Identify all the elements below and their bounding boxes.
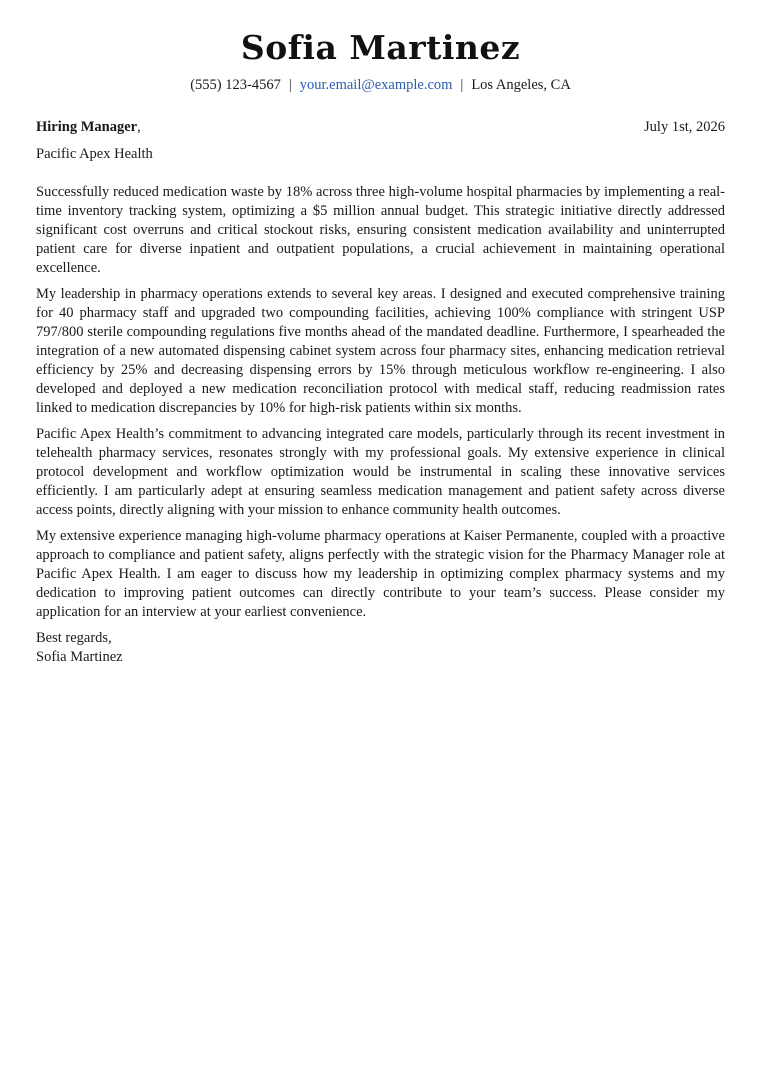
body-paragraph: My leadership in pharmacy operations extends to several key areas. I designed and executed comprehensive training for 40 pharmacy staff and upgraded two compounding facilities, achieving 100% compliance with stringent USP 797/800 sterile compounding regulations five months ahead of the mandated deadline. Furthermore, I spearheaded the integration of a new automated dispensing cabinet system across four pharmacy sites, enhancing medication retrieval efficiency by 25% and decreasing dispensing errors by 15% through meticulous workflow re-engineering. I also developed and deployed a new medication reconciliation protocol with medical staff, reducing readmission rates linked to medication discrepancies by 10% for high-risk patients within six months.: [36, 286, 725, 416]
contact-line: [36, 76, 725, 94]
recipient-name-suffix: ,: [137, 119, 141, 135]
cover-letter-page: [36, 0, 725, 667]
recipient-company: Pacific Apex Health: [36, 146, 153, 162]
body-paragraph: Successfully reduced medication waste by 18% across three high-volume hospital pharmacies by implementing a real-time inventory tracking system, optimizing a $5 million annual budget. This strategic initiative directly addressed significant cost overruns and critical stockout risks, ensuring consistent medication availability and uninterrupted patient care for diverse inpatient and outpatient populations, a crucial achievement in maintaining operational excellence.: [36, 184, 725, 276]
recipient-line: [36, 118, 141, 136]
contact-separator: |: [460, 77, 464, 93]
recipient-date-row: [36, 118, 725, 136]
location: Los Angeles, CA: [471, 77, 571, 93]
closing-salutation: Best regards,: [36, 630, 112, 646]
contact-separator: |: [288, 77, 292, 93]
closing-signature: Sofia Martinez: [36, 649, 123, 665]
body-paragraph: My extensive experience managing high-volume pharmacy operations at Kaiser Permanente, coupled with a proactive approach to compliance and patient safety, aligns perfectly with the strategic vision for the Pharmacy Manager role at Pacific Apex Health. I am eager to discuss how my leadership in optimizing complex pharmacy systems and my dedication to improving patient outcomes can directly contribute to your team’s success. Please consider my application for an interview at your earliest convenience.: [36, 528, 725, 620]
applicant-name: Sofia Martinez: [240, 28, 521, 67]
letter-closing: [36, 629, 725, 667]
body-paragraph: Pacific Apex Health’s commitment to advancing integrated care models, particularly through its recent investment in telehealth pharmacy services, resonates strongly with my professional goals. My extensive experience in clinical protocol development and workflow optimization would be instrumental in scaling these innovative services efficiently. I am particularly adept at ensuring seamless medication management and patient safety across diverse access points, directly aligning with your mission to enhance community health outcomes.: [36, 426, 725, 518]
recipient-name: Hiring Manager: [36, 119, 138, 135]
letter-date: July 1st, 2026: [644, 119, 725, 135]
letter-body: [36, 183, 725, 622]
phone-number: (555) 123-4567: [190, 77, 281, 93]
email-link[interactable]: your.email@example.com: [299, 77, 453, 93]
